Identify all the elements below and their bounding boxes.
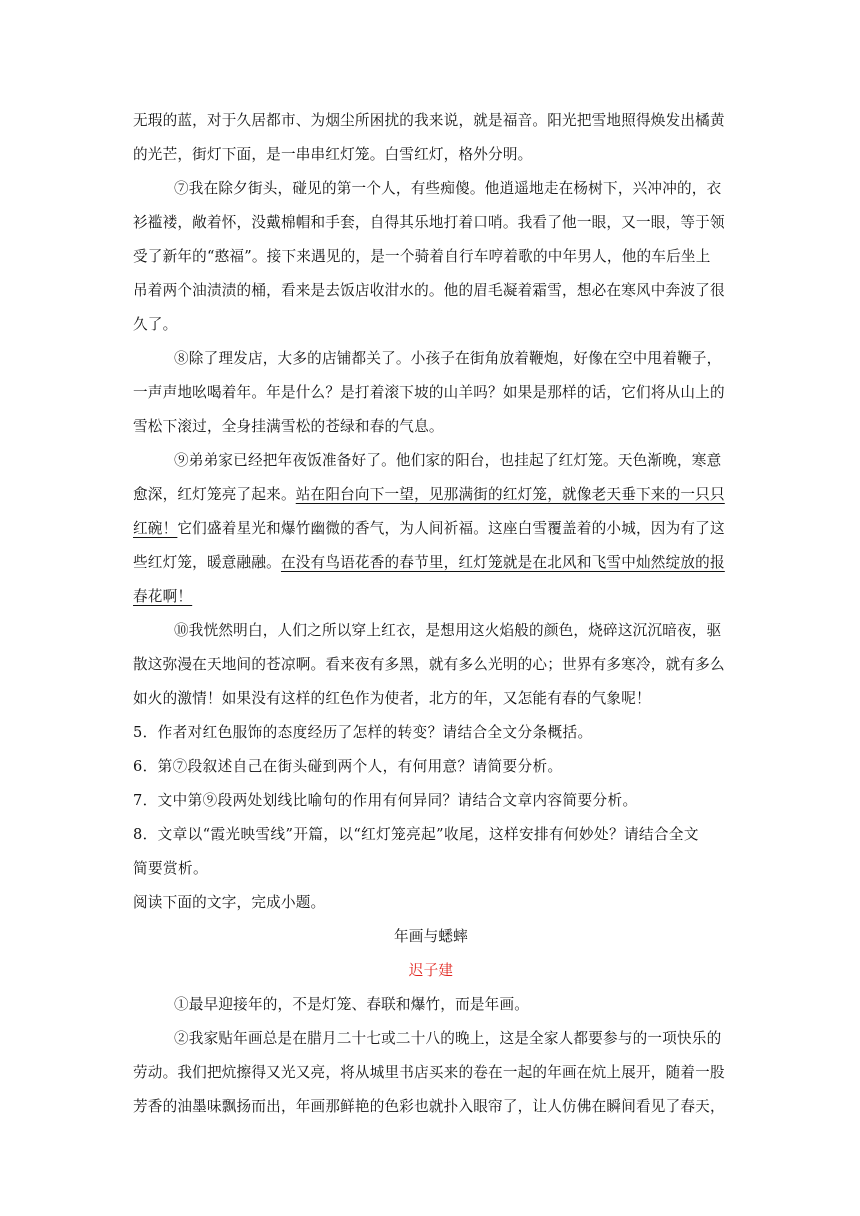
paragraph-7-line: 久了。: [133, 316, 178, 333]
paragraph-9-line: ⑨弟弟家已经把年夜饭准备好了。他们家的阳台，也挂起了红灯笼。天色渐晚，寒意: [174, 452, 722, 469]
document-body: [133, 104, 729, 1124]
article-paragraph-2-line: 芳香的油墨味飘扬而出，年画那鲜艳的色彩也就扑入眼帘了，让人仿佛在瞬间看见了春天，: [133, 1098, 725, 1115]
paragraph-10-line: 如火的激情！如果没有这样的红色作为使者，北方的年，又怎能有春的气象呢！: [133, 690, 651, 707]
paragraph-6-line: 无瑕的蓝，对于久居都市、为烟尘所困扰的我来说，就是福音。阳光把雪地照得焕发出橘黄: [133, 112, 725, 129]
paragraph-6-line: 的光芒，街灯下面，是一串串红灯笼。白雪红灯，格外分明。: [133, 146, 533, 163]
paragraph-7-line: ⑦我在除夕街头，碰见的第一个人，有些痴傻。他逍遥地走在杨树下，兴冲冲的，衣: [174, 180, 722, 197]
paragraph-8-line: 一声声地吆喝着年。年是什么？是打着滚下坡的山羊吗？如果是那样的话，它们将从山上的: [133, 384, 725, 401]
underlined-metaphor-1: 站在阳台向下一望，见那满街的红灯笼，就像老天垂下来的一只只: [295, 486, 725, 503]
paragraph-7-line: 吊着两个油渍渍的桶，看来是去饭店收泔水的。他的眉毛凝着霜雪，想必在寒风中奔波了很: [133, 282, 725, 299]
article-paragraph-2-line: 劳动。我们把炕擦得又光又亮，将从城里书店买来的卷在一起的年画在炕上展开，随着一股: [133, 1064, 725, 1081]
article-title: 年画与蟋蟀: [394, 928, 468, 945]
paragraph-9-text: 愈深，红灯笼亮了起来。: [133, 486, 296, 503]
question-7: 7．文中第⑨段两处划线比喻句的作用有何异同？请结合文章内容简要分析。: [133, 792, 638, 809]
article-paragraph-1: ①最早迎接年的，不是灯笼、春联和爆竹，而是年画。: [174, 996, 530, 1013]
paragraph-9-line: [133, 512, 729, 546]
underlined-metaphor-1: 红碗！: [133, 520, 178, 537]
paragraph-7-line: 衫褴褛，敞着怀，没戴棉帽和手套，自得其乐地打着口哨。我看了他一眼，又一眼，等于领: [133, 214, 725, 231]
question-5: 5．作者对红色服饰的态度经历了怎样的转变？请结合全文分条概括。: [133, 724, 593, 741]
paragraph-9-line: [133, 580, 729, 614]
article-author: 迟子建: [408, 962, 454, 979]
underlined-metaphor-2: 在没有鸟语花香的春节里，红灯笼就是在北风和飞雪中灿然绽放的报: [280, 554, 725, 571]
paragraph-9-line: [133, 478, 729, 512]
paragraph-7-line: 受了新年的“憨福”。接下来遇见的，是一个骑着自行车哼着歌的中年男人，他的车后坐上: [133, 248, 711, 265]
paragraph-9-line: [133, 546, 729, 580]
paragraph-8-line: ⑧除了理发店，大多的店铺都关了。小孩子在街角放着鞭炮，好像在空中甩着鞭子，: [174, 350, 722, 367]
paragraph-10-line: ⑩我恍然明白，人们之所以穿上红衣，是想用这火焰般的颜色，烧碎这沉沉暗夜，驱: [174, 622, 722, 639]
article-paragraph-2-line: ②我家贴年画总是在腊月二十七或二十八的晚上，这是全家人都要参与的一项快乐的: [174, 1030, 722, 1047]
paragraph-9-text: 些红灯笼，暖意融融。: [133, 554, 281, 571]
paragraph-9-text: 它们盛着星光和爆竹幽微的香气，为人间祈福。这座白雪覆盖着的小城，因为有了这: [177, 520, 725, 537]
reading-instruction: 阅读下面的文字，完成小题。: [133, 894, 326, 911]
underlined-metaphor-2: 春花啊！: [133, 588, 193, 605]
question-8: 简要赏析。: [133, 860, 208, 877]
question-8: 8．文章以“霞光映雪线”开篇，以“红灯笼亮起”收尾，这样安排有何妙处？请结合全文: [133, 826, 699, 843]
paragraph-8-line: 雪松下滚过，全身挂满雪松的苍绿和春的气息。: [133, 418, 444, 435]
question-6: 6．第⑦段叙述自己在街头碰到两个人，有何用意？请简要分析。: [133, 758, 563, 775]
paragraph-10-line: 散这弥漫在天地间的苍凉啊。看来夜有多黑，就有多么光明的心；世界有多寒冷，就有多么: [133, 656, 725, 673]
